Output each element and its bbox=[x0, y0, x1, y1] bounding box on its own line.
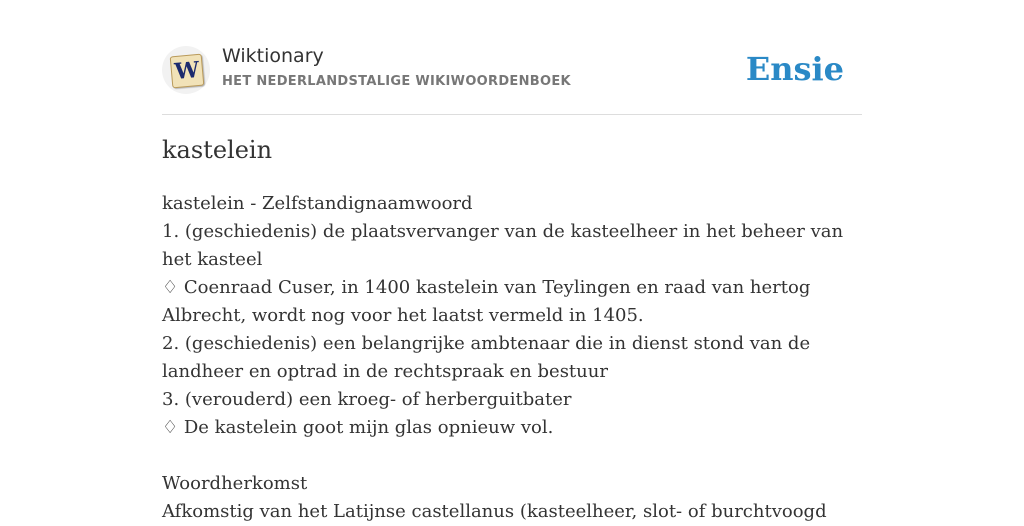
wiktionary-tile-icon: W bbox=[170, 54, 205, 89]
wiktionary-logo[interactable] bbox=[162, 46, 210, 94]
header bbox=[162, 40, 862, 115]
definition-3: 3. (verouderd) een kroeg- of herberguitbater bbox=[162, 389, 572, 410]
site-tagline: HET NEDERLANDSTALIGE WIKIWOORDENBOEK bbox=[222, 74, 571, 89]
spacer bbox=[162, 442, 862, 470]
site-name[interactable]: Wiktionary bbox=[222, 45, 324, 67]
word-class-line: kastelein - Zelfstandignaamwoord bbox=[162, 193, 473, 214]
section-heading-etymology: Woordherkomst bbox=[162, 473, 308, 494]
example-3: ♢ De kastelein goot mijn glas opnieuw vol. bbox=[162, 417, 554, 438]
example-1: ♢ Coenraad Cuser, in 1400 kastelein van Teylingen en raad van hertog Albrecht, wordt nog voor het laatst vermeld in 1405. bbox=[162, 277, 811, 326]
definition-1: 1. (geschiedenis) de plaatsvervanger van de kasteelheer in het beheer van het kasteel bbox=[162, 221, 844, 270]
definition-content bbox=[162, 190, 862, 526]
ensie-brand-logo[interactable]: Ensie bbox=[745, 50, 844, 88]
page-title: kastelein bbox=[162, 136, 273, 164]
definition-2: 2. (geschiedenis) een belangrijke ambtenaar die in dienst stond van de landheer en optrad in de rechtspraak en bestuur bbox=[162, 333, 811, 382]
etymology-text: Afkomstig van het Latijnse castellanus (kasteelheer, slot- of burchtvoogd bbox=[162, 501, 827, 522]
